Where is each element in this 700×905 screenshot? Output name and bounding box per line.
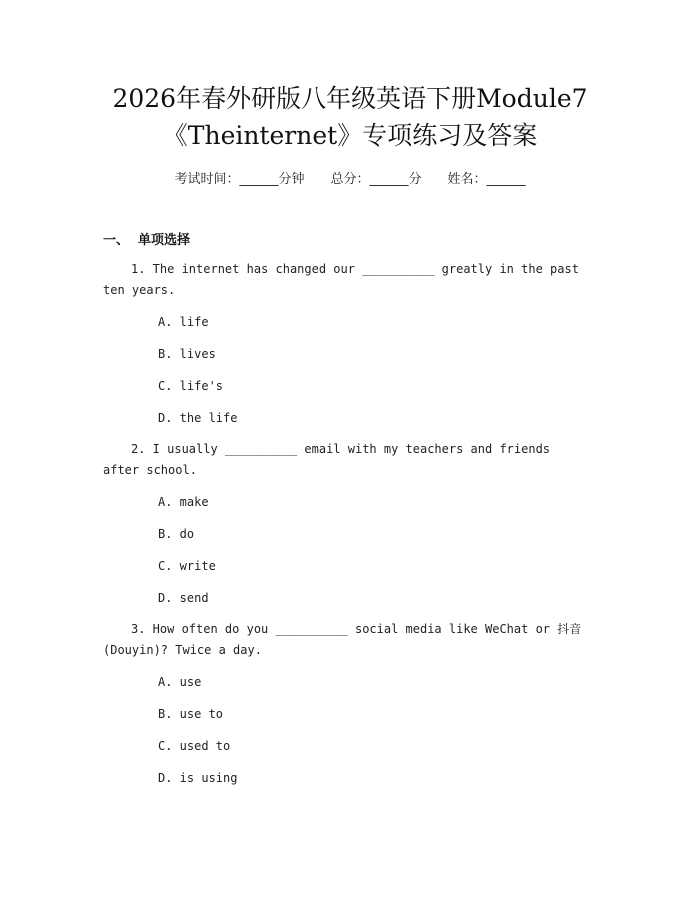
question-1-option-d: D. the life — [158, 411, 238, 425]
exam-meta — [0, 168, 700, 187]
section-heading: 一、 单项选择 — [103, 233, 191, 248]
question-1-option-b: B. lives — [158, 347, 216, 361]
total-score-field: 总分：______分 — [330, 172, 422, 187]
question-3-option-a: A. use — [158, 675, 202, 689]
question-3-option-b: B. use to — [158, 707, 224, 721]
document-title-line-1: 2026年春外研版八年级英语下册Module7 — [112, 84, 588, 113]
question-3-text: 3. How often do you __________ social media like WeChat or 抖音(Douyin)? Twice a day. — [103, 622, 582, 657]
question-3-option-d: D. is using — [158, 771, 238, 785]
question-3-option-c: C. used to — [158, 739, 231, 753]
question-2-text: 2. I usually __________ email with my teachers and friends after school. — [103, 442, 551, 477]
question-2-option-c: C. write — [158, 559, 216, 573]
question-2-option-d: D. send — [158, 591, 209, 605]
question-1-option-a: A. life — [158, 315, 209, 329]
question-1-option-c: C. life's — [158, 379, 224, 393]
question-2-option-a: A. make — [158, 495, 209, 509]
exam-time-field: 考试时间：______分钟 — [174, 172, 305, 187]
document-title-line-2: 《Theinternet》专项练习及答案 — [162, 121, 538, 150]
question-2-option-b: B. do — [158, 527, 195, 541]
student-name-field: 姓名：______ — [447, 172, 526, 187]
question-1-text: 1. The internet has changed our __________ greatly in the past ten years. — [103, 262, 579, 297]
